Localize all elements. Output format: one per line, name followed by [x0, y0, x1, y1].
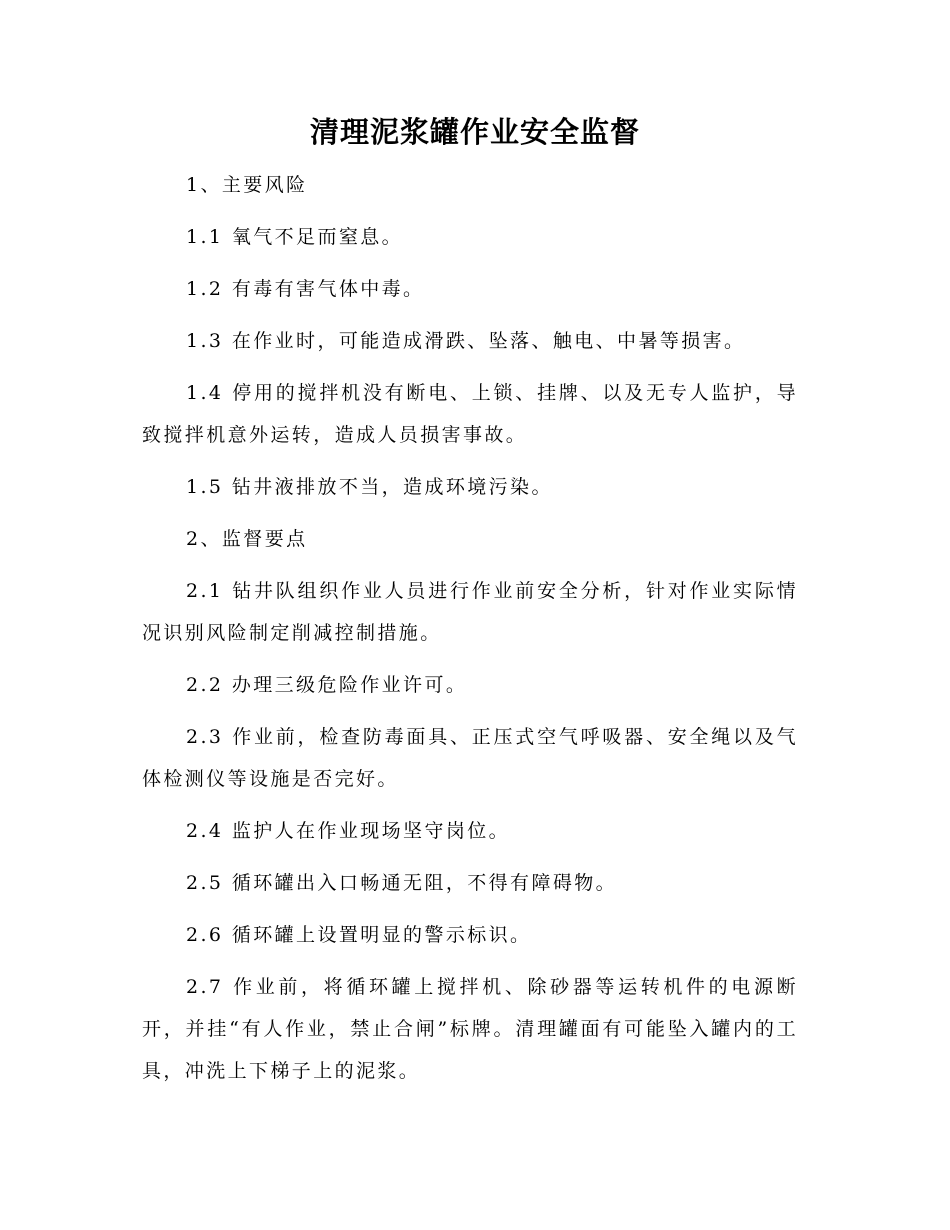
supervision-item-2-4: 2.4 监护人在作业现场坚守岗位。	[186, 820, 511, 842]
supervision-item-2-1: 2.1 钻井队组织作业人员进行作业前安全分析，针对作业实际情况识别风险制定削减控制措施。	[142, 580, 798, 644]
risk-item-1-3: 1.3 在作业时，可能造成滑跌、坠落、触电、中暑等损害。	[186, 330, 746, 352]
risk-item-1-5: 1.5 钻井液排放不当，造成环境污染。	[186, 476, 553, 498]
section-heading-risks: 1、主要风险	[186, 174, 308, 196]
risk-item-1-1: 1.1 氧气不足而窒息。	[186, 226, 404, 248]
supervision-item-2-7: 2.7 作业前，将循环罐上搅拌机、除砂器等运转机件的电源断开，并挂“有人作业，禁止合闸”标牌。清理罐面有可能坠入罐内的工具，冲洗上下梯子上的泥浆。	[142, 976, 798, 1082]
supervision-item-2-6: 2.6 循环罐上设置明显的警示标识。	[186, 924, 532, 946]
risk-item-1-4: 1.4 停用的搅拌机没有断电、上锁、挂牌、以及无专人监护，导致搅拌机意外运转，造成人员损害事故。	[142, 382, 798, 446]
page-title: 清理泥浆罐作业安全监督	[309, 115, 640, 149]
document-body	[142, 164, 798, 1102]
supervision-item-2-2: 2.2 办理三级危险作业许可。	[186, 674, 468, 696]
risk-item-1-2: 1.2 有毒有害气体中毒。	[186, 278, 425, 300]
supervision-item-2-3: 2.3 作业前，检查防毒面具、正压式空气呼吸器、安全绳以及气体检测仪等设施是否完好。	[142, 726, 798, 790]
supervision-item-2-5: 2.5 循环罐出入口畅通无阻，不得有障碍物。	[186, 872, 618, 894]
section-heading-supervision: 2、监督要点	[186, 528, 308, 550]
